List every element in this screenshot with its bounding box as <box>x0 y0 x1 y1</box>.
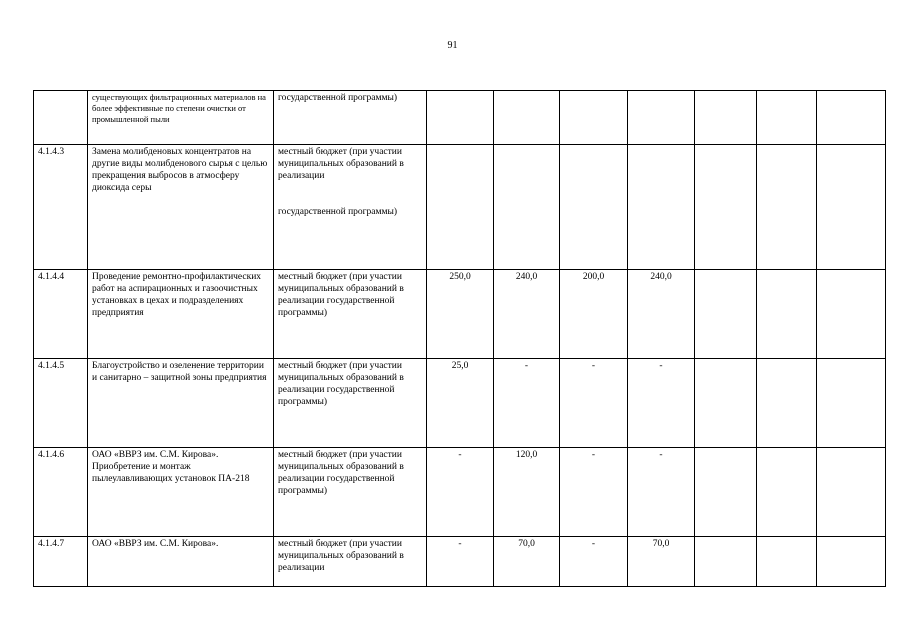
funding-source-text: местный бюджет (при участии муниципальных образований в реализации <box>278 147 404 181</box>
value-cell <box>628 145 695 270</box>
empty-cell <box>757 145 817 270</box>
value-cell: - <box>560 359 628 448</box>
funding-source: государственной программы) <box>274 91 427 145</box>
table-row <box>34 91 886 145</box>
value-cell: - <box>560 448 628 537</box>
value-cell: - <box>628 359 695 448</box>
table-row <box>34 359 886 448</box>
empty-cell <box>817 270 886 359</box>
measure-description: существующих фильтрационных материалов на более эффективные по степени очистки от промышленной пыли <box>88 91 274 145</box>
value-cell: 240,0 <box>494 270 560 359</box>
table-row <box>34 537 886 587</box>
value-cell <box>560 91 628 145</box>
value-cell: 240,0 <box>628 270 695 359</box>
funding-source: местный бюджет (при участии муниципальных образований в реализации государственной программы) <box>274 448 427 537</box>
empty-cell <box>695 359 757 448</box>
value-cell: 200,0 <box>560 270 628 359</box>
empty-cell <box>817 145 886 270</box>
measure-description: Благоустройство и озеленение территории и санитарно – защитной зоны предприятия <box>88 359 274 448</box>
page-number: 91 <box>447 40 458 51</box>
measure-description: Замена молибденовых концентратов на другие виды молибденового сырья с целью прекращения выбросов в атмосферу диоксида серы <box>88 145 274 270</box>
row-number: 4.1.4.5 <box>34 359 88 448</box>
value-cell: 70,0 <box>494 537 560 587</box>
row-number: 4.1.4.6 <box>34 448 88 537</box>
value-cell <box>427 91 494 145</box>
value-cell: 25,0 <box>427 359 494 448</box>
row-number <box>34 91 88 145</box>
value-cell: - <box>628 448 695 537</box>
value-cell: 70,0 <box>628 537 695 587</box>
row-number: 4.1.4.3 <box>34 145 88 270</box>
funding-source: местный бюджет (при участии муниципальных образований в реализации государственной программы) <box>274 270 427 359</box>
value-cell: - <box>427 537 494 587</box>
value-cell: 250,0 <box>427 270 494 359</box>
measure-description: Проведение ремонтно-профилактических работ на аспирационных и газоочистных установках в цехах и подразделениях предприятия <box>88 270 274 359</box>
value-cell: - <box>494 359 560 448</box>
empty-cell <box>757 537 817 587</box>
empty-cell <box>817 359 886 448</box>
table-row <box>34 270 886 359</box>
value-cell <box>628 91 695 145</box>
empty-cell <box>817 448 886 537</box>
empty-cell <box>817 537 886 587</box>
table-row <box>34 145 886 270</box>
empty-cell <box>757 359 817 448</box>
budget-table <box>33 90 886 587</box>
measure-description: ОАО «ВВРЗ им. С.М. Кирова». <box>88 537 274 587</box>
funding-source: местный бюджет (при участии муниципальных образований в реализации государственной программы) <box>274 359 427 448</box>
empty-cell <box>757 270 817 359</box>
empty-cell <box>695 448 757 537</box>
value-cell <box>494 91 560 145</box>
empty-cell <box>695 91 757 145</box>
value-cell <box>427 145 494 270</box>
value-cell: - <box>427 448 494 537</box>
empty-cell <box>695 537 757 587</box>
empty-cell <box>695 145 757 270</box>
value-cell <box>560 145 628 270</box>
value-cell: 120,0 <box>494 448 560 537</box>
value-cell: - <box>560 537 628 587</box>
value-cell <box>494 145 560 270</box>
empty-cell <box>695 270 757 359</box>
funding-source: местный бюджет (при участии муниципальных образований в реализации <box>274 537 427 587</box>
measure-description: ОАО «ВВРЗ им. С.М. Кирова». Приобретение и монтаж пылеулавливающих установок ПА-218 <box>88 448 274 537</box>
empty-cell <box>757 91 817 145</box>
empty-cell <box>757 448 817 537</box>
table-row <box>34 448 886 537</box>
row-number: 4.1.4.7 <box>34 537 88 587</box>
row-number: 4.1.4.4 <box>34 270 88 359</box>
funding-source-text-cont: государственной программы) <box>278 207 398 217</box>
funding-source <box>274 145 427 270</box>
empty-cell <box>817 91 886 145</box>
